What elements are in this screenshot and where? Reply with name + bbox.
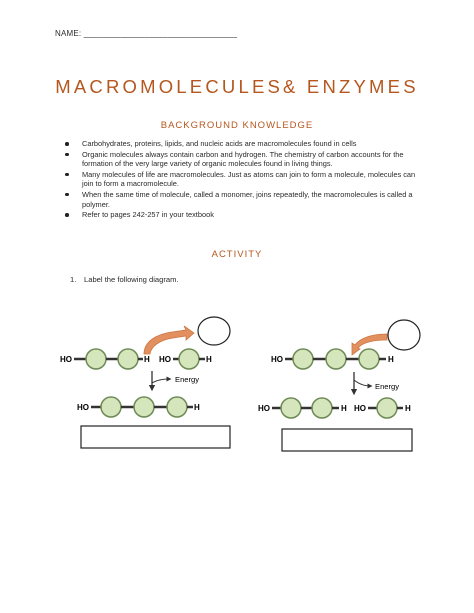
monomer <box>167 397 187 417</box>
monomer <box>101 397 121 417</box>
monomer <box>326 349 346 369</box>
h-label: H <box>341 404 347 413</box>
monomer <box>377 398 397 418</box>
monomer <box>86 349 106 369</box>
monomer <box>312 398 332 418</box>
page-title: MACROMOLECULES& ENZYMES <box>55 76 419 97</box>
answer-box[interactable] <box>282 429 412 451</box>
ho-label: HO <box>159 355 171 364</box>
bullet-item: When the same time of molecule, called a monomer, joins repeatedly, the macromolecules is called a polymer. <box>63 190 419 209</box>
hydrolysis-diagram <box>258 320 420 451</box>
answer-box[interactable] <box>81 426 230 448</box>
ho-label: HO <box>271 355 283 364</box>
h-label: H <box>405 404 411 413</box>
energy-label: Energy <box>175 375 200 384</box>
h-label: H <box>194 403 200 412</box>
h-label: H <box>206 355 212 364</box>
dehydration-diagram <box>60 317 230 448</box>
monomer <box>281 398 301 418</box>
bullet-item: Carbohydrates, proteins, lipids, and nucleic acids are macromolecules found in cells <box>63 139 419 149</box>
bullet-item: Organic molecules always contain carbon and hydrogen. The chemistry of carbon accounts for the formation of the very large variety of organic molecules found in living things. <box>63 150 419 169</box>
h-label: H <box>388 355 394 364</box>
answer-oval[interactable] <box>388 320 420 350</box>
name-line: NAME: _________________________________ <box>55 29 238 38</box>
activity-heading: ACTIVITY <box>211 249 263 260</box>
monomer <box>134 397 154 417</box>
answer-oval[interactable] <box>198 317 230 345</box>
bullet-item: Refer to pages 242-257 in your textbook <box>63 210 419 220</box>
question-text: Label the following diagram. <box>84 275 179 284</box>
ho-label: HO <box>354 404 366 413</box>
monomer <box>179 349 199 369</box>
bullet-item: Many molecules of life are macromolecules. Just as atoms can join to form a molecule, molecules can join to form a macromolecule. <box>63 170 419 189</box>
h-label: H <box>144 355 150 364</box>
ho-label: HO <box>77 403 89 412</box>
monomer <box>293 349 313 369</box>
ho-label: HO <box>60 355 72 364</box>
question-number: 1. <box>70 275 77 284</box>
ho-label: HO <box>258 404 270 413</box>
background-heading: BACKGROUND KNOWLEDGE <box>160 120 314 131</box>
monomer <box>359 349 379 369</box>
energy-label: Energy <box>375 382 400 391</box>
monomer <box>118 349 138 369</box>
